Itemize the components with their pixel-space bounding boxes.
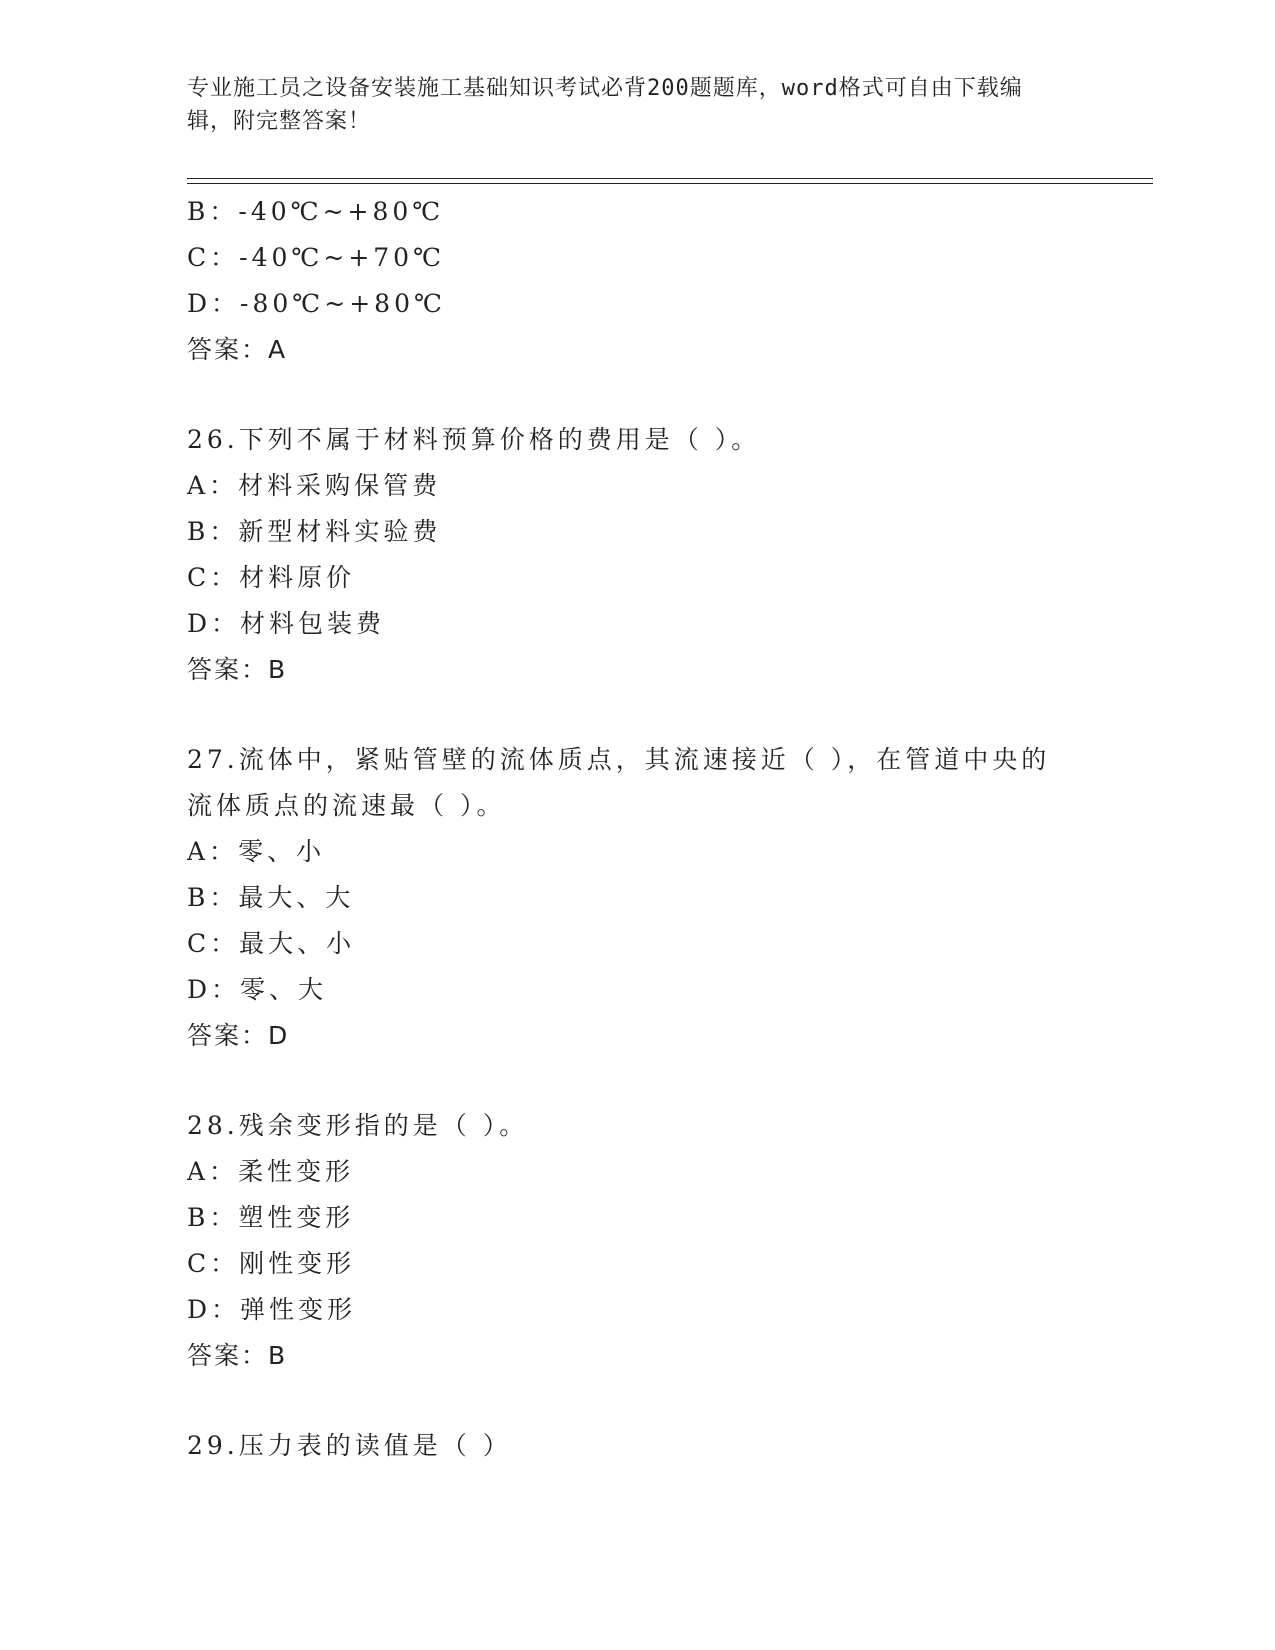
option-a: A：材料采购保管费 [187,471,442,500]
option-c: C：材料原价 [187,563,356,592]
option-d: D：材料包装费 [187,609,386,638]
document-header: 专业施工员之设备安装施工基础知识考试必背200题题库，word格式可自由下载编辑，附完整答案！ [187,76,1023,134]
option-c: C：最大、小 [187,929,356,958]
answer-line: 答案：B [187,655,288,684]
option-d: D：弹性变形 [187,1295,357,1324]
question-27 [187,737,1107,1059]
answer-line: 答案：B [187,1341,288,1370]
question-29 [187,1423,1107,1469]
option-b: B：塑性变形 [187,1203,355,1232]
question-stem: 27.流体中，紧贴管壁的流体质点，其流速接近（ ），在管道中央的流体质点的流速最（ ）。 [187,745,1051,820]
question-stem: 28.残余变形指的是（ ）。 [187,1111,529,1140]
question-26 [187,417,1107,693]
option-a: A：零、小 [187,837,326,866]
question-stem: 29.压力表的读值是（ ） [187,1431,512,1460]
question-28 [187,1103,1107,1379]
option-d: D：-80℃~+80℃ [187,289,446,318]
header-rule-bottom [187,183,1153,184]
question-stem: 26.下列不属于材料预算价格的费用是（ ）。 [187,425,761,454]
option-b: B：最大、大 [187,883,355,912]
option-d: D：零、大 [187,975,328,1004]
option-a: A：柔性变形 [187,1157,355,1186]
option-c: C：刚性变形 [187,1249,356,1278]
continued-question [187,189,1107,373]
question-content [187,189,1107,1469]
answer-line: 答案：D [187,1021,290,1050]
answer-line: 答案：A [187,335,288,364]
header-rule-top [187,178,1153,179]
option-b: B：新型材料实验费 [187,517,442,546]
option-b: B：-40℃~+80℃ [187,197,445,226]
option-c: C：-40℃~+70℃ [187,243,446,272]
